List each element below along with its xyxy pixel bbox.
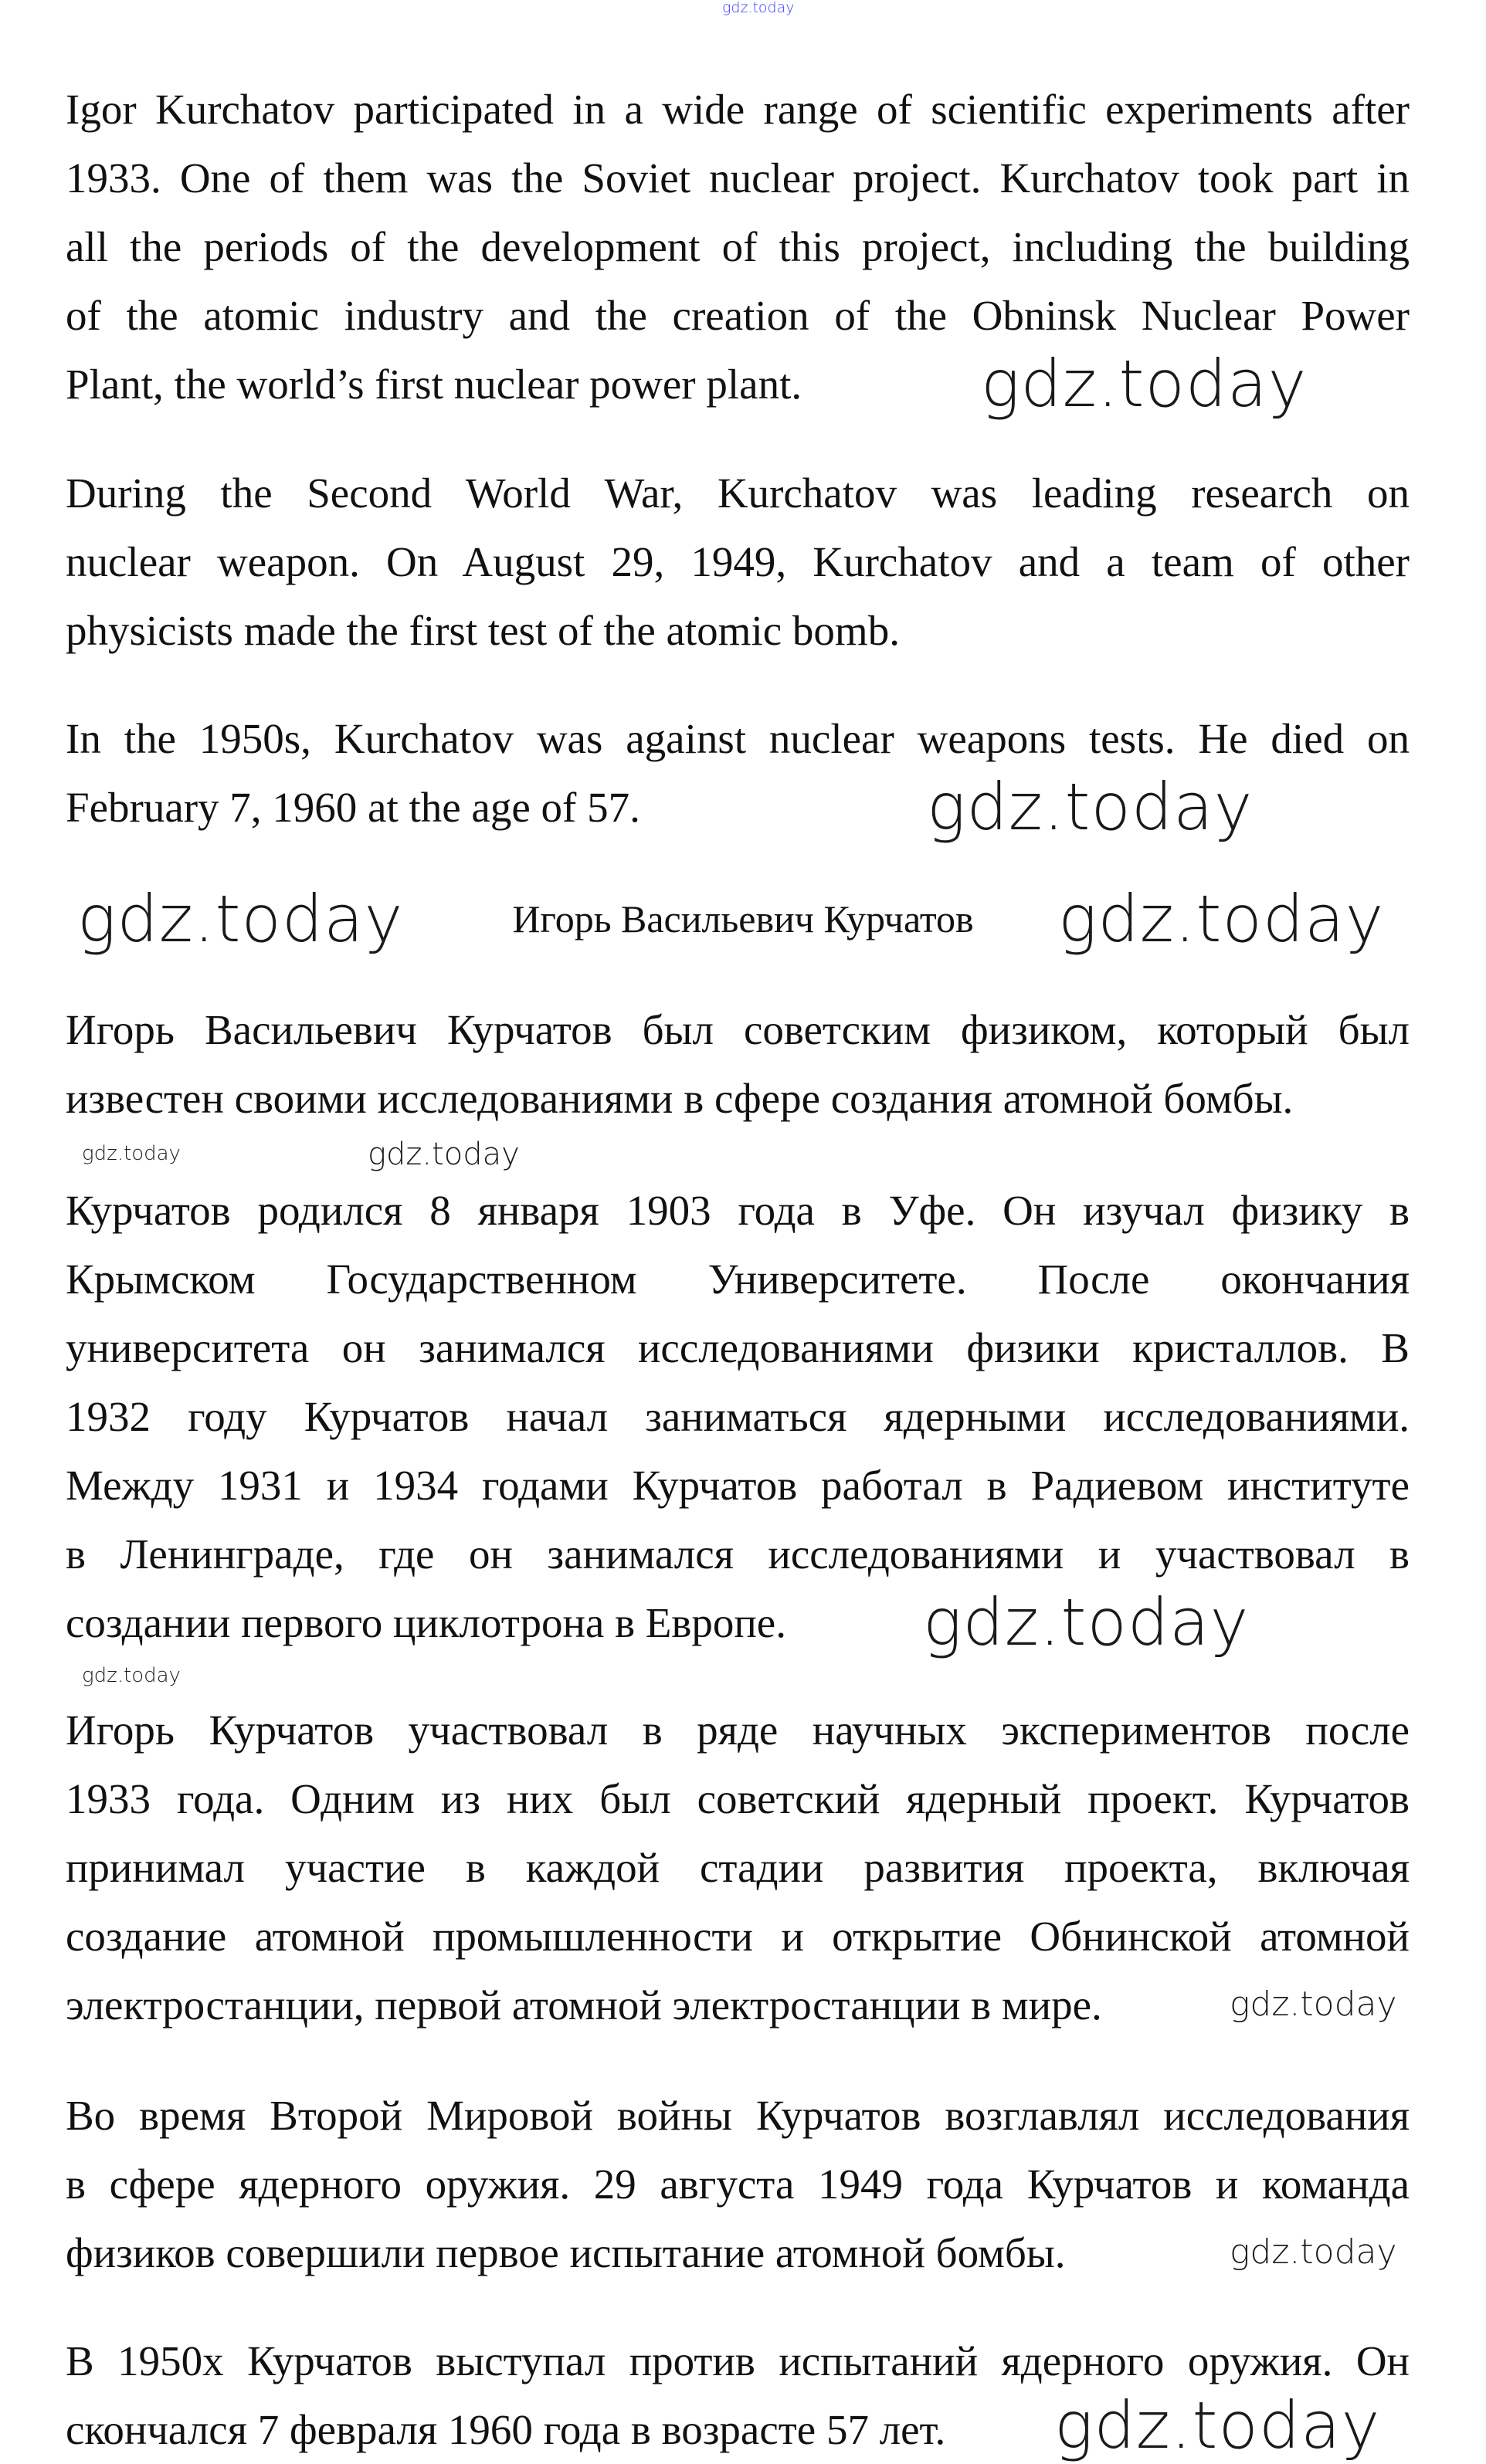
watermark: gdz.today (1230, 2232, 1397, 2272)
paragraph (66, 1696, 1410, 2039)
russian-title: Игорь Васильевич Курчатов (512, 897, 974, 941)
text-line: of the atomic industry and the creation of the Obninsk Nuclear Power (66, 292, 1410, 339)
text-line: Игорь Васильевич Курчатов был советским физиком, который был (66, 1006, 1410, 1053)
text-line: In the 1950s, Kurchatov was against nuclear weapons tests. He died on (66, 715, 1410, 762)
text-line: Во время Второй Мировой войны Курчатов возглавлял исследования (66, 2092, 1410, 2139)
text-line: известен своими исследованиями в сфере создания атомной бомбы. (66, 1075, 1294, 1122)
text-line: скончался 7 февраля 1960 года в возрасте 57 лет. (66, 2406, 946, 2453)
text-line: университета он занимался исследованиями физики кристаллов. В (66, 1324, 1410, 1371)
paragraph (66, 995, 1410, 1133)
text-line: 1933. One of them was the Soviet nuclear project. Kurchatov took part in (66, 154, 1410, 202)
watermark-top: gdz.today (722, 0, 795, 16)
text-line: в сфере ядерного оружия. 29 августа 1949 года Курчатов и команда (66, 2161, 1410, 2208)
text-line: физиков совершили первое испытание атомной бомбы. (66, 2229, 1066, 2276)
text-line: Курчатов родился 8 января 1903 года в Уфе. Он изучал физику в (66, 1187, 1410, 1234)
text-line: Игорь Курчатов участвовал в ряде научных экспериментов после (66, 1706, 1410, 1754)
watermark: gdz.today (923, 1584, 1250, 1660)
watermark: gdz.today (77, 881, 404, 957)
watermark: gdz.today (927, 769, 1254, 845)
text-line: электростанции, первой атомной электростанции в мире. (66, 1981, 1102, 2028)
text-line: В 1950х Курчатов выступал против испытаний ядерного оружия. Он (66, 2337, 1410, 2384)
watermark: gdz.today (981, 346, 1308, 422)
text-line: nuclear weapon. On August 29, 1949, Kurchatov and a team of other (66, 538, 1410, 585)
paragraph (66, 459, 1410, 665)
watermark: gdz.today (1054, 2388, 1381, 2463)
watermark: gdz.today (82, 1142, 181, 1165)
text-line: Крымском Государственном Университете. После окончания (66, 1256, 1410, 1303)
text-line: 1933 года. Одним из них был советский ядерный проект. Курчатов (66, 1775, 1410, 1822)
text-line: создании первого циклотрона в Европе. (66, 1599, 786, 1646)
text-line: в Ленинграде, где он занимался исследованиями и участвовал в (66, 1530, 1410, 1578)
watermark: gdz.today (82, 1664, 181, 1687)
text-line: During the Second World War, Kurchatov was leading research on (66, 469, 1410, 517)
watermark: gdz.today (368, 1137, 520, 1172)
watermark: gdz.today (1230, 1984, 1397, 2024)
text-line: 1932 году Курчатов начал заниматься ядерными исследованиями. (66, 1393, 1410, 1440)
text-line: создание атомной промышленности и открытие Обнинской атомной (66, 1913, 1410, 1960)
paragraph (66, 2081, 1410, 2287)
text-line: physicists made the first test of the atomic bomb. (66, 607, 900, 654)
text-line: Между 1931 и 1934 годами Курчатов работал в Радиевом институте (66, 1462, 1410, 1509)
watermark: gdz.today (1058, 881, 1385, 957)
text-line: Plant, the world’s first nuclear power plant. (66, 361, 802, 408)
text-line: all the periods of the development of this project, including the building (66, 223, 1410, 270)
text-line: Igor Kurchatov participated in a wide range of scientific experiments after (66, 86, 1410, 133)
text-line: February 7, 1960 at the age of 57. (66, 784, 640, 831)
text-line: принимал участие в каждой стадии развития проекта, включая (66, 1844, 1410, 1891)
